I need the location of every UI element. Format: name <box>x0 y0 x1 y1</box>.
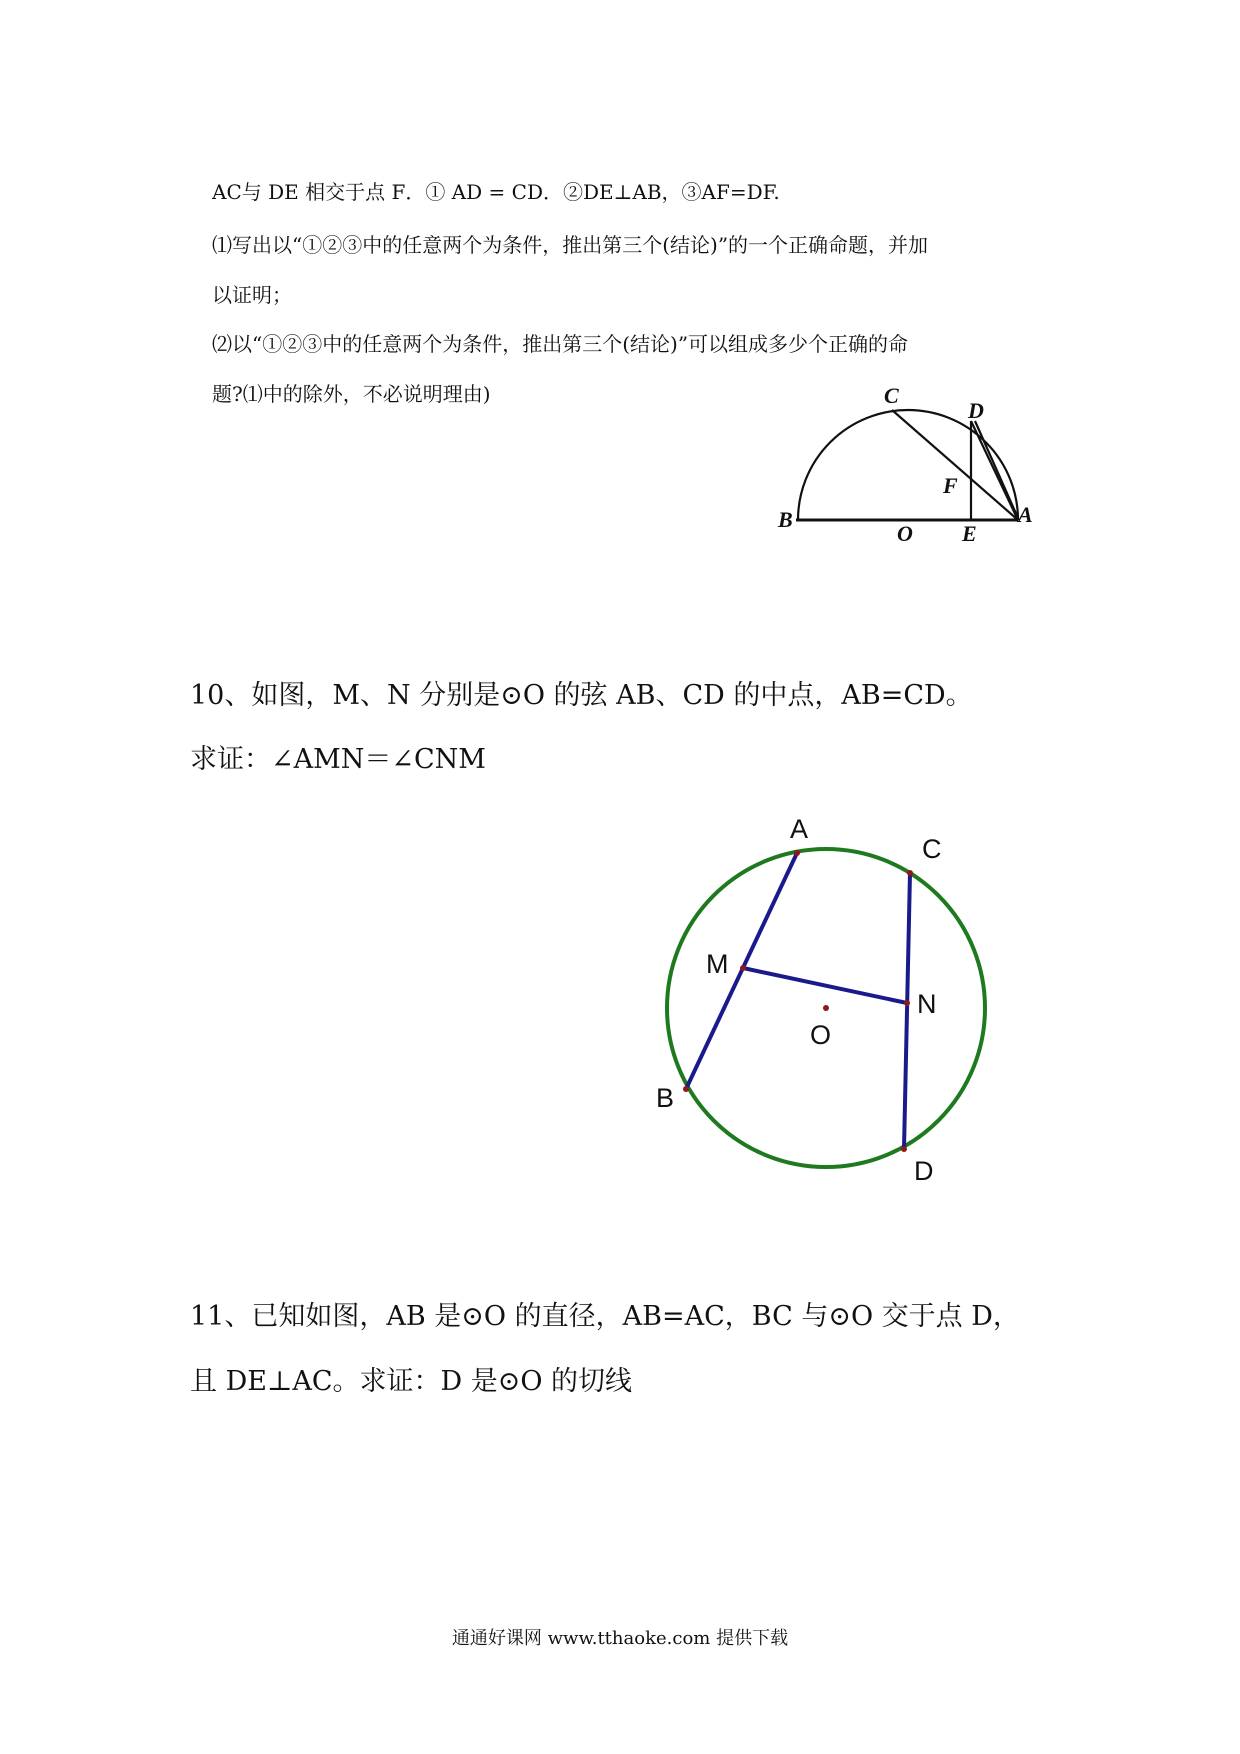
point-b <box>683 1086 689 1092</box>
segment-da-2 <box>975 421 1018 518</box>
label-e: E <box>962 521 977 546</box>
label-a2: A <box>790 814 809 844</box>
point-o <box>823 1005 829 1011</box>
problem10-line2: 求证：∠AMN＝∠CNM <box>190 744 486 775</box>
point-d <box>901 1146 907 1152</box>
label-d: D <box>968 398 984 423</box>
problem9-line1: AC与 DE 相交于点 F．① AD = CD．②DE⊥AB，③AF=DF. <box>212 180 780 204</box>
label-a: A <box>1018 502 1033 527</box>
point-c <box>907 870 913 876</box>
chord-cd <box>904 873 910 1149</box>
label-d2: D <box>914 1156 934 1186</box>
semicircle-arc <box>798 410 1018 520</box>
footer-text: 通通好课网 www.tthaoke.com 提供下载 <box>451 1628 789 1649</box>
label-c2: C <box>922 834 942 864</box>
problem11-line2: 且 DE⊥AC。求证：D 是⊙O 的切线 <box>190 1366 633 1397</box>
label-m: M <box>706 949 729 979</box>
label-b: B <box>778 507 793 532</box>
problem11-line1: 11、已知如图，AB 是⊙O 的直径，AB=AC，BC 与⊙O 交于点 D， <box>190 1301 1020 1332</box>
label-o: O <box>897 521 913 546</box>
point-n <box>904 1000 910 1006</box>
point-m <box>740 965 746 971</box>
problem9-line2: ⑴写出以“①②③中的任意两个为条件，推出第三个(结论)”的一个正确命题，并加 <box>212 233 929 257</box>
problem9-line3: 以证明； <box>212 283 292 307</box>
chord-ab <box>686 853 797 1089</box>
label-b2: B <box>656 1083 675 1113</box>
segment-mn <box>743 968 907 1003</box>
problem9-line4: ⑵以“①②③中的任意两个为条件，推出第三个(结论)”可以组成多少个正确的命 <box>212 332 909 356</box>
point-a <box>794 850 800 856</box>
label-o2: O <box>810 1020 832 1050</box>
label-f: F <box>943 473 958 498</box>
label-n: N <box>917 989 937 1019</box>
problem9-line5: 题?⑴中的除外，不必说明理由) <box>212 382 491 406</box>
label-c: C <box>884 383 899 408</box>
chord-ca <box>892 410 1018 520</box>
segment-da <box>971 421 1018 520</box>
problem10-line1: 10、如图，M、N 分别是⊙O 的弦 AB、CD 的中点，AB=CD。 <box>190 680 973 711</box>
